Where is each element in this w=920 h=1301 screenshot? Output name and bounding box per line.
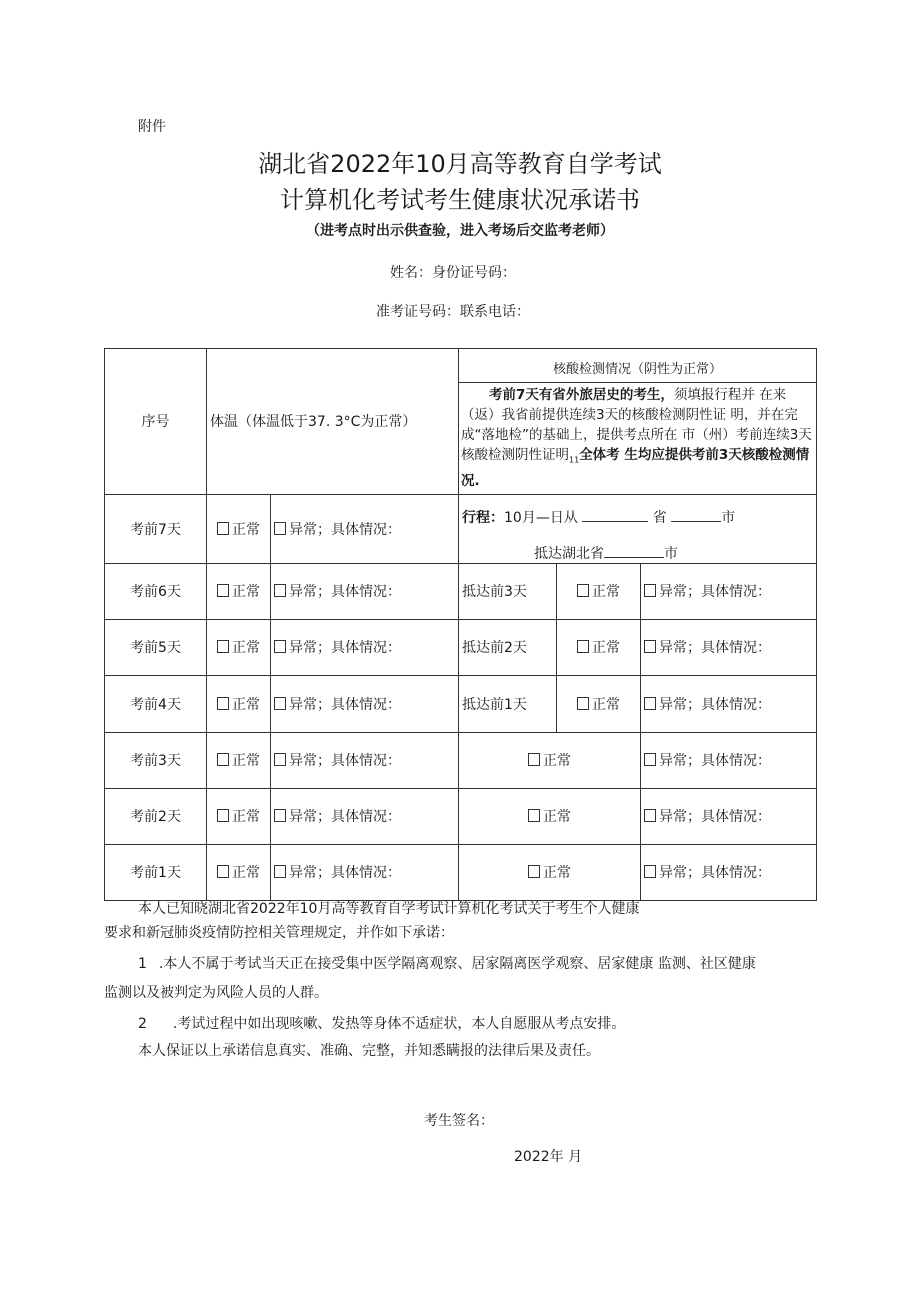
temp-abnormal-option[interactable]: 异常；具体情况： <box>271 494 459 563</box>
trip-cell <box>459 494 817 563</box>
temp-normal-option[interactable]: 正常 <box>207 788 271 844</box>
checkbox-icon[interactable] <box>644 697 656 710</box>
checkbox-icon[interactable] <box>274 522 286 535</box>
row-label: 考前1天 <box>105 844 207 900</box>
signature-label: 考生签名： <box>424 1113 494 1129</box>
checkbox-icon[interactable] <box>577 697 589 710</box>
table-header-row <box>105 349 817 495</box>
temp-normal-option[interactable]: 正常 <box>207 675 271 732</box>
nat-day-label: 抵达前2天 <box>459 619 557 675</box>
nat-note-sub: 11 <box>569 455 580 465</box>
checkbox-icon[interactable] <box>217 697 229 710</box>
temp-abnormal-option[interactable]: 异常；具体情况： <box>271 844 459 900</box>
pledge-intro-line-2: 要求和新冠肺炎疫情防控相关管理规定，并作如下承诺： <box>104 925 454 941</box>
checkbox-icon[interactable] <box>274 697 286 710</box>
checkbox-icon[interactable] <box>644 640 656 653</box>
checkbox-icon[interactable] <box>217 640 229 653</box>
nat-normal-option[interactable]: 正常 <box>459 788 641 844</box>
row-label: 考前5天 <box>105 619 207 675</box>
temp-normal-option[interactable]: 正常 <box>207 844 271 900</box>
col-temp-header: 体温（体温低于37. 3°C为正常） <box>207 349 459 495</box>
pledge-item-2-number: 2 <box>138 1016 147 1032</box>
checkbox-icon[interactable] <box>274 584 286 597</box>
nat-abnormal-option[interactable]: 异常；具体情况： <box>641 675 817 732</box>
from-province-blank[interactable] <box>582 509 648 522</box>
trip-label: 行程： <box>462 509 504 526</box>
checkbox-icon[interactable] <box>274 640 286 653</box>
arrive-city-blank[interactable] <box>604 545 664 558</box>
pledge-intro-line-1: 本人已知晓湖北省2022年10月高等教育自学考试计算机化考试关于考生个人健康 <box>138 901 640 917</box>
table-row <box>105 844 817 900</box>
nat-abnormal-option[interactable]: 异常；具体情况： <box>641 563 817 619</box>
nat-normal-option[interactable]: 正常 <box>459 844 641 900</box>
table-row <box>105 494 817 563</box>
row-label: 考前3天 <box>105 732 207 788</box>
checkbox-icon[interactable] <box>528 753 540 766</box>
checkbox-icon[interactable] <box>274 865 286 878</box>
checkbox-icon[interactable] <box>577 640 589 653</box>
pledge-item-1-continued: 监测以及被判定为风险人员的人群。 <box>104 985 328 1001</box>
row-label: 考前4天 <box>105 675 207 732</box>
temp-normal-option[interactable]: 正常 <box>207 494 271 563</box>
nat-instructions <box>459 383 816 494</box>
nat-normal-option[interactable]: 正常 <box>557 675 641 732</box>
checkbox-icon[interactable] <box>644 809 656 822</box>
checkbox-icon[interactable] <box>217 584 229 597</box>
pledge-item-1-text: .本人不属于考试当天正在接受集中医学隔离观察、居家隔离医学观察、居家健康 监测、社区健康 <box>158 956 756 972</box>
guarantee-statement: 本人保证以上承诺信息真实、准确、完整，并知悉瞒报的法律后果及责任。 <box>138 1043 600 1059</box>
nat-normal-option[interactable]: 正常 <box>557 619 641 675</box>
nat-note-bold-2: 全体考 生均应提供考前3天核酸检测情况. <box>461 447 810 489</box>
nat-normal-option[interactable]: 正常 <box>459 732 641 788</box>
checkbox-icon[interactable] <box>274 753 286 766</box>
nat-note-bold-1: 考前7天有省外旅居史的考生， <box>489 387 674 403</box>
from-city-blank[interactable] <box>671 509 721 522</box>
col-nat-header: 核酸检测情况（阴性为正常） <box>459 349 816 383</box>
trip-province: 省 <box>652 509 667 526</box>
row-label: 考前7天 <box>105 494 207 563</box>
nat-day-label: 抵达前3天 <box>459 563 557 619</box>
table-row <box>105 619 817 675</box>
temp-normal-option[interactable]: 正常 <box>207 619 271 675</box>
table-row <box>105 732 817 788</box>
pledge-item-2-text: .考试过程中如出现咳嗽、发热等身体不适症状，本人自愿服从考点安排。 <box>172 1016 626 1032</box>
attachment-label: 附件 <box>138 119 166 135</box>
nat-abnormal-option[interactable]: 异常；具体情况： <box>641 619 817 675</box>
checkbox-icon[interactable] <box>217 753 229 766</box>
nat-day-label: 抵达前1天 <box>459 675 557 732</box>
temp-abnormal-option[interactable]: 异常；具体情况： <box>271 675 459 732</box>
page-title-line-2: 计算机化考试考生健康状况承诺书 <box>280 186 640 214</box>
temp-abnormal-option[interactable]: 异常；具体情况： <box>271 619 459 675</box>
checkbox-icon[interactable] <box>217 809 229 822</box>
temp-abnormal-option[interactable]: 异常；具体情况： <box>271 732 459 788</box>
row-label: 考前6天 <box>105 563 207 619</box>
nat-normal-option[interactable]: 正常 <box>557 563 641 619</box>
arrive-city: 市 <box>664 545 678 562</box>
temp-abnormal-option[interactable]: 异常；具体情况： <box>271 563 459 619</box>
trip-city: 市 <box>721 509 736 526</box>
nat-abnormal-option[interactable]: 异常；具体情况： <box>641 844 817 900</box>
checkbox-icon[interactable] <box>528 809 540 822</box>
date-field: 2022年 月 <box>514 1149 583 1165</box>
pledge-item-1 <box>138 953 818 973</box>
checkbox-icon[interactable] <box>528 865 540 878</box>
checkbox-icon[interactable] <box>644 753 656 766</box>
exam-phone-field-label: 准考证号码：联系电话： <box>376 304 530 320</box>
name-id-field-label: 姓名：身份证号码： <box>390 265 516 281</box>
checkbox-icon[interactable] <box>274 809 286 822</box>
trip-month: 10月—日从 <box>504 509 578 526</box>
health-table <box>104 348 817 901</box>
page-title-line-1: 湖北省2022年10月高等教育自学考试 <box>258 150 662 178</box>
checkbox-icon[interactable] <box>577 584 589 597</box>
nat-note-text-1: 须填报行程并 在来（返）我省前提供连续3天的核酸检测阴性证 明，并在完成“落地检”的基础上，提供考点所在 市（州）考前连续3天核酸检测阴性证明 <box>461 387 812 463</box>
temp-normal-option[interactable]: 正常 <box>207 732 271 788</box>
pledge-item-2 <box>138 1013 818 1033</box>
nat-abnormal-option[interactable]: 异常；具体情况： <box>641 732 817 788</box>
pledge-item-1-number: 1 <box>138 956 147 972</box>
table-row <box>105 563 817 619</box>
table-row <box>105 675 817 732</box>
temp-abnormal-option[interactable]: 异常；具体情况： <box>271 788 459 844</box>
table-row <box>105 788 817 844</box>
col-seq-header: 序号 <box>105 349 207 495</box>
checkbox-icon[interactable] <box>217 522 229 535</box>
page-subtitle: （进考点时出示供查验，进入考场后交监考老师） <box>306 223 614 239</box>
col-nat-header-cell <box>459 349 817 495</box>
checkbox-icon[interactable] <box>644 584 656 597</box>
temp-normal-option[interactable]: 正常 <box>207 563 271 619</box>
nat-abnormal-option[interactable]: 异常；具体情况： <box>641 788 817 844</box>
checkbox-icon[interactable] <box>644 865 656 878</box>
row-label: 考前2天 <box>105 788 207 844</box>
arrive-label: 抵达湖北省 <box>534 545 604 562</box>
checkbox-icon[interactable] <box>217 865 229 878</box>
